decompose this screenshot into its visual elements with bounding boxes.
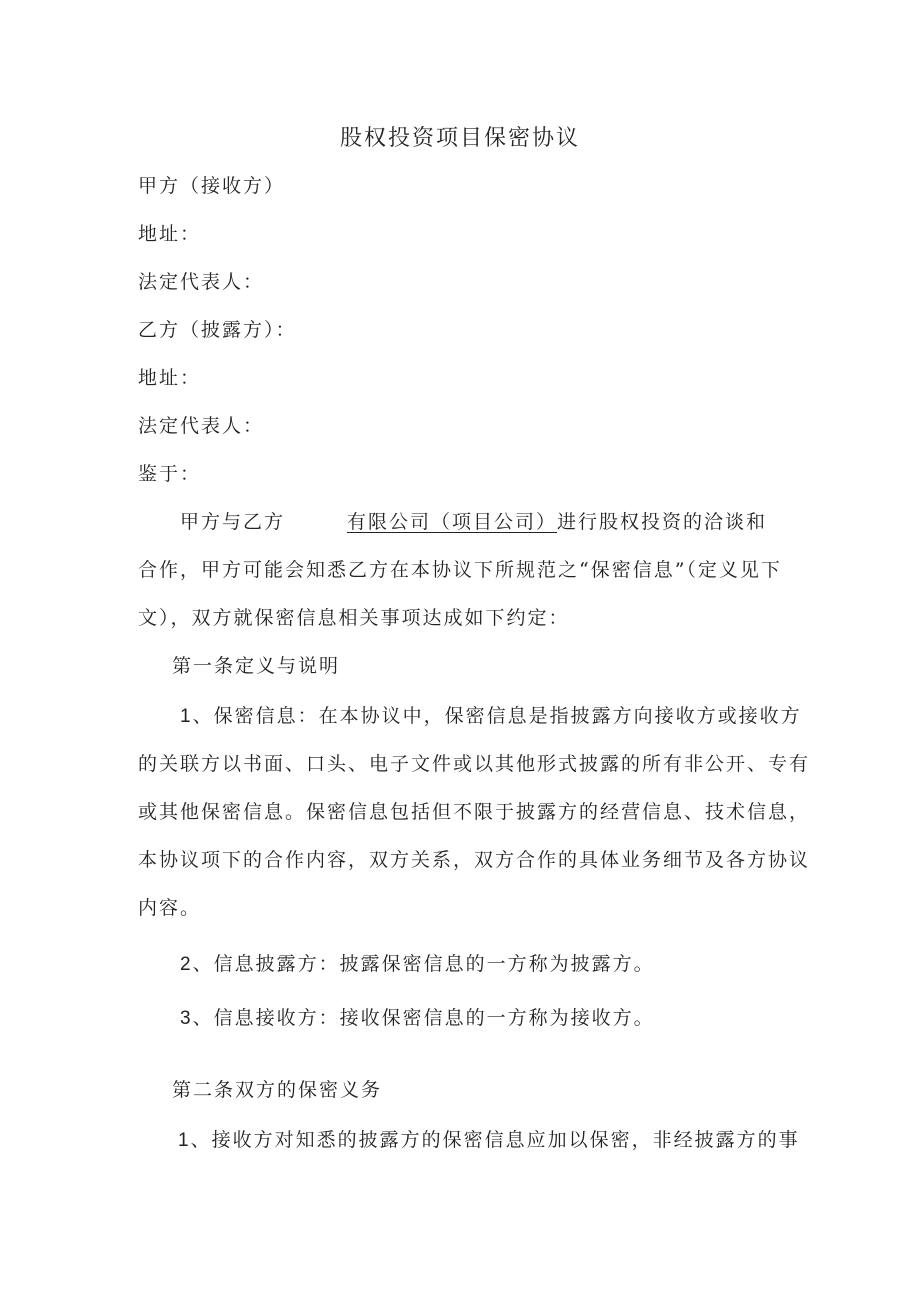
article-2-heading: 第二条双方的保密义务 — [172, 1079, 383, 1101]
project-company-name: 有限公司（项目公司） — [347, 511, 558, 533]
whereas-label: 鉴于： — [138, 463, 202, 485]
intro-line-1 — [180, 510, 767, 534]
party-b-address: 地址： — [138, 367, 202, 389]
item-text: 、保密信息：在本协议中，保密信息是指披露方向接收方或接收方 — [192, 705, 802, 727]
article-1-item-2 — [180, 952, 655, 977]
party-a-address: 地址： — [138, 223, 202, 245]
document-title: 股权投资项目保密协议 — [339, 126, 580, 151]
article-1-item-1-line-5: 内容。 — [138, 897, 202, 919]
article-1-item-1-line-1 — [180, 704, 802, 729]
item-text: 、信息披露方：披露保密信息的一方称为披露方。 — [192, 953, 655, 975]
party-b-legal-rep: 法定代表人： — [138, 415, 265, 437]
party-b-label: 乙方（披露方）： — [138, 319, 297, 341]
intro-party-text: 甲方与乙方 — [180, 511, 286, 533]
party-a-legal-rep: 法定代表人： — [138, 271, 265, 293]
article-1-item-1-line-3: 或其他保密信息。保密信息包括但不限于披露方的经营信息、技术信息， — [138, 801, 811, 823]
item-text: 、接收方对知悉的披露方的保密信息应加以保密，非经披露方的事 — [190, 1129, 800, 1151]
intro-line-3: 文），双方就保密信息相关事项达成如下约定： — [138, 607, 570, 629]
article-1-item-3 — [180, 1006, 655, 1031]
item-number: 1 — [178, 1130, 191, 1151]
item-number: 2 — [180, 954, 193, 975]
intro-line-2: 合作，甲方可能会知悉乙方在本协议下所规范之“保密信息”（定义见下 — [138, 559, 782, 581]
article-2-item-1-line-1 — [178, 1128, 800, 1153]
item-number: 3 — [180, 1008, 193, 1029]
party-a-label: 甲方（接收方） — [138, 175, 286, 197]
article-1-item-1-line-2: 的关联方以书面、口头、电子文件或以其他形式披露的所有非公开、专有 — [138, 753, 811, 775]
article-1-item-1-line-4: 本协议项下的合作内容，双方关系，双方合作的具体业务细节及各方协议 — [138, 849, 811, 871]
item-number: 1 — [180, 706, 193, 727]
item-text: 、信息接收方：接收保密信息的一方称为接收方。 — [192, 1007, 655, 1029]
article-1-heading: 第一条定义与说明 — [172, 655, 341, 677]
intro-negotiation-text: 进行股权投资的洽谈和 — [557, 511, 768, 533]
